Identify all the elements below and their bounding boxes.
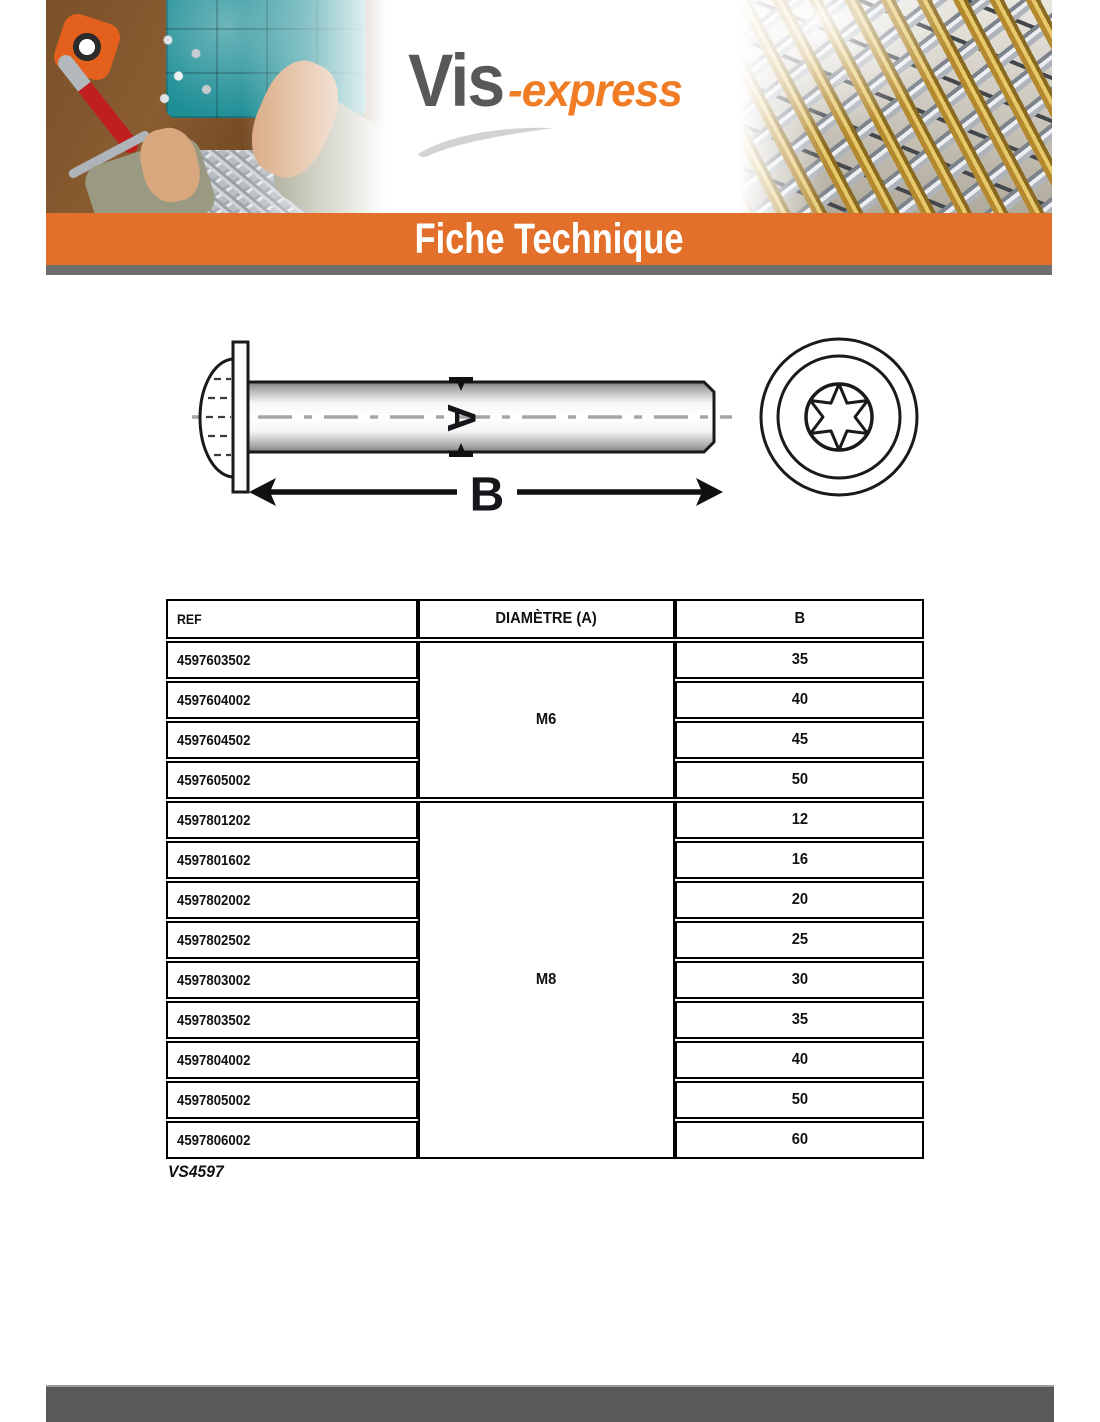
screw-flange xyxy=(233,342,248,492)
dimension-label-b: B xyxy=(469,468,505,522)
b-cell: 60 xyxy=(675,1121,924,1159)
ref-cell: 4597803002 xyxy=(166,961,418,999)
screws-pile-photo xyxy=(740,0,1052,213)
header-diameter: DIAMÈTRE (A) xyxy=(418,599,675,639)
workbench-photo xyxy=(46,0,404,213)
b-cell: 35 xyxy=(675,641,924,679)
sleeve-shape xyxy=(81,133,220,213)
ref-cell: 4597801202 xyxy=(166,801,418,839)
ref-cell: 4597802002 xyxy=(166,881,418,919)
b-cell: 30 xyxy=(675,961,924,999)
ref-cell: 4597801602 xyxy=(166,841,418,879)
screw-technical-drawing xyxy=(150,320,950,530)
ref-cell: 4597803502 xyxy=(166,1001,418,1039)
table-header-row xyxy=(166,599,924,639)
tape-measure-shape xyxy=(50,10,123,83)
screw-end-view xyxy=(761,339,917,495)
logo-swoosh-shape xyxy=(414,122,564,158)
table-row xyxy=(166,641,924,679)
page-title: Fiche Technique xyxy=(414,214,684,263)
b-cell: 40 xyxy=(675,681,924,719)
ref-cell: 4597802502 xyxy=(166,921,418,959)
sleeve-shape xyxy=(265,92,404,213)
header-ref: REF xyxy=(166,599,418,639)
ref-cell: 4597806002 xyxy=(166,1121,418,1159)
b-cell: 25 xyxy=(675,921,924,959)
screw-dome-head xyxy=(200,359,234,477)
ref-cell: 4597603502 xyxy=(166,641,418,679)
b-cell: 16 xyxy=(675,841,924,879)
ref-cell: 4597805002 xyxy=(166,1081,418,1119)
b-cell: 50 xyxy=(675,1081,924,1119)
table-row xyxy=(166,801,924,839)
organizer-box-shape xyxy=(166,0,366,118)
torx-socket-icon xyxy=(810,384,867,450)
ref-cell: 4597605002 xyxy=(166,761,418,799)
b-cell: 45 xyxy=(675,721,924,759)
spec-table-wrap xyxy=(166,597,924,1161)
brand-logo-secondary: -express xyxy=(507,64,682,116)
ref-cell: 4597604502 xyxy=(166,721,418,759)
hand-shape xyxy=(135,123,205,207)
ref-cell: 4597604002 xyxy=(166,681,418,719)
b-cell: 50 xyxy=(675,761,924,799)
reference-footnote: VS4597 xyxy=(168,1162,224,1181)
b-cell: 35 xyxy=(675,1001,924,1039)
wrench-shape xyxy=(67,129,151,179)
screws-pile-shape xyxy=(154,22,224,112)
hand-shape xyxy=(237,50,353,188)
diameter-cell-m6: M6 xyxy=(418,641,675,799)
ref-cell: 4597804002 xyxy=(166,1041,418,1079)
spec-table xyxy=(166,597,924,1161)
banner-divider xyxy=(46,265,1052,275)
diameter-cell-m8: M8 xyxy=(418,801,675,1159)
banner xyxy=(46,213,1052,265)
b-cell: 20 xyxy=(675,881,924,919)
b-cell: 40 xyxy=(675,1041,924,1079)
dimension-label-a: A xyxy=(439,403,483,433)
brand-logo-primary: Vis xyxy=(408,39,504,122)
b-cell: 12 xyxy=(675,801,924,839)
header-b: B xyxy=(675,599,924,639)
screw-tray-shape xyxy=(196,150,346,213)
brand-logo xyxy=(408,39,708,158)
screwdriver-shape xyxy=(55,52,141,156)
footer-bar xyxy=(46,1385,1054,1422)
